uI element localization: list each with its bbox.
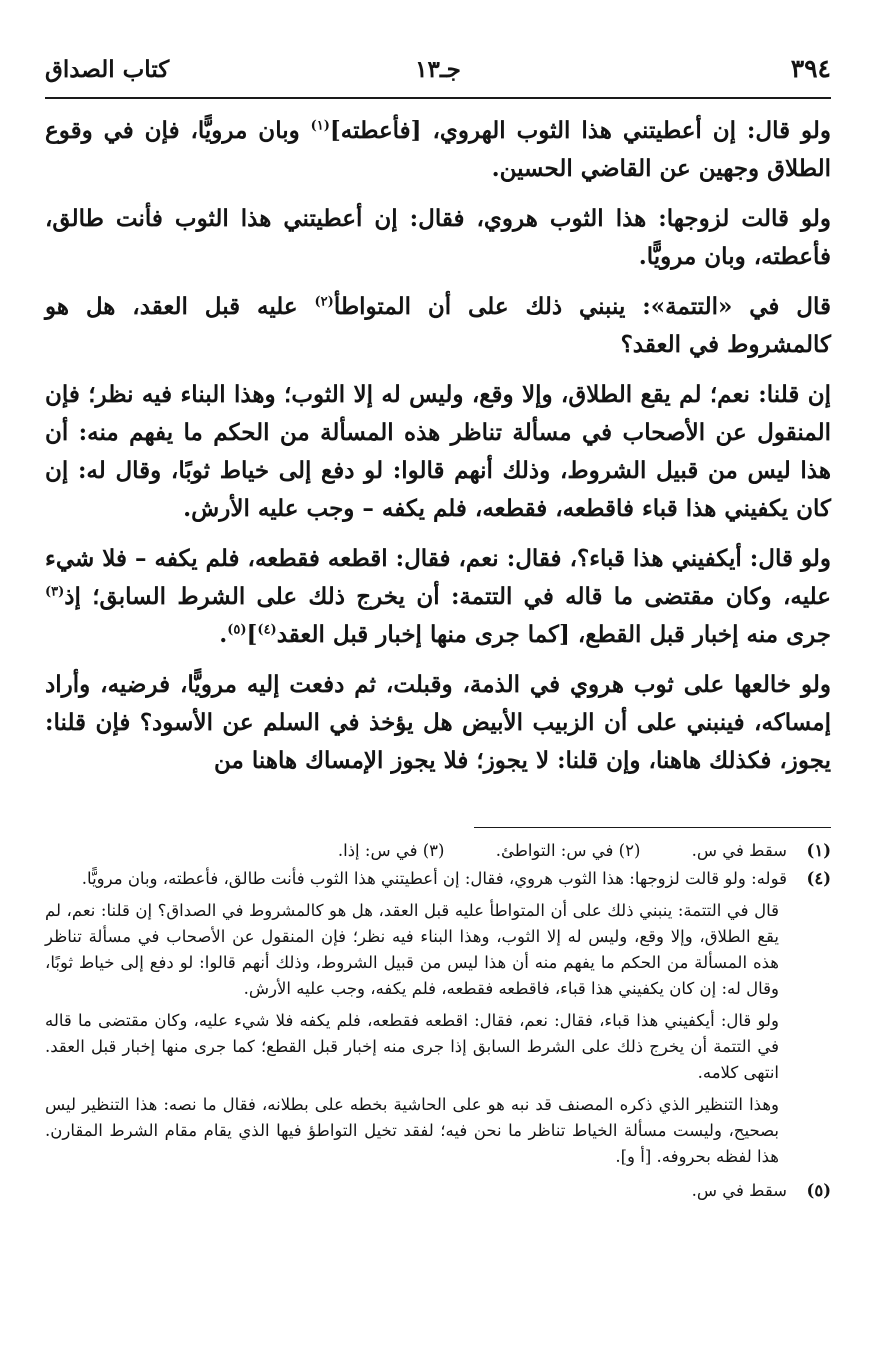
footnote-4-para-1: قوله: ولو قالت لزوجها: هذا الثوب هروي، فقال: إن أعطيتني هذا الثوب فأنت طالق، فأعطته، وبان مرويًّا.	[81, 869, 787, 888]
text-segment: ]	[246, 621, 258, 648]
footnote-ref-4[interactable]: (٤)	[257, 622, 277, 638]
footnote-5-body	[45, 1178, 787, 1204]
footnote-ref-2[interactable]: (٢)	[314, 294, 334, 310]
text-segment: .	[219, 621, 228, 648]
footnote-row-1	[45, 838, 831, 864]
paragraph-6: ولو خالعها على ثوب هروي في الذمة، وقبلت، ثم دفعت إليه مرويًّا، فرضيه، وأراد إمساكه، فينبني على أن الزبيب الأبيض هل يؤخذ في السلم عن الأسود؟ فإن قلنا: يجوز، فكذلك هاهنا، وإن قلنا: لا يجوز؛ فلا يجوز الإمساك هاهنا من	[45, 671, 831, 774]
page-number: ٣٩٤	[790, 54, 831, 83]
text-segment: قال في «التتمة»: ينبني ذلك على أن المتواطأ	[333, 293, 831, 320]
main-text	[45, 112, 831, 792]
text-segment: ولو قال: أيكفيني هذا قباء؟، فقال: نعم، فقال: اقطعه فقطعه، فلم يكفه – فلا شيء عليه، وكان مقتضى ما قاله في التتمة: أن يخرج ذلك على الشرط السابق؛ إذ	[45, 545, 831, 610]
footnote-text-2: في س: التواطئ.	[495, 841, 614, 860]
paragraph-2: ولو قالت لزوجها: هذا الثوب هروي، فقال: إن أعطيتني هذا الثوب فأنت طالق، فأعطته، وبان مرويًّا.	[45, 205, 831, 270]
footnote-row-body	[45, 838, 787, 864]
footnotes	[45, 838, 831, 1206]
footnote-text-1: سقط في س.	[691, 841, 787, 860]
text-segment: وبان مرويًّا، فإن في وقوع الطلاق وجهين عن القاضي الحسين.	[45, 117, 831, 182]
text-segment: جرى منه إخبار قبل القطع، [كما جرى منها إخبار قبل العقد	[276, 621, 831, 648]
footnote-number-1: (١)	[806, 841, 831, 860]
footnote-4-para-3: ولو قال: أيكفيني هذا قباء، فقال: نعم، فقال: اقطعه فقطعه، فلم يكفه فلا شيء عليه، وكان مقتضى ما قاله في التتمة أن يخرج ذلك على الشرط السابق إذا جرى منه إخبار قبل القطع؛ كما جرى منها إخبار قبل العقد. انتهى كلامه.	[45, 1011, 779, 1082]
paragraph-3	[45, 288, 831, 364]
footnote-4-body	[45, 866, 787, 1176]
footnote-number-5: (٥)	[806, 1181, 831, 1200]
paragraph-5	[45, 540, 831, 654]
footnote-4-para-4: وهذا التنظير الذي ذكره المصنف قد نبه هو على الحاشية بخطه على بطلانه، فقال ما نصه: هذا التنظير ليس بصحيح، وليست مسألة الخياط تناظر ما نحن فيه؛ لفقد تخيل التواطؤ فيها الذي يقام مقام الشرط المقارن. هذا لفظه بحروفه. [أ و].	[45, 1095, 779, 1166]
paragraph-1	[45, 112, 831, 188]
footnote-text-3: في س: إذا.	[337, 841, 418, 860]
footnote-separator	[474, 827, 831, 828]
book-title: كتاب الصداق	[45, 56, 170, 83]
paragraph-4: إن قلنا: نعم؛ لم يقع الطلاق، وإلا وقع، وليس له إلا الثوب؛ وهذا البناء فيه نظر؛ فإن المنقول عن الأصحاب في مسألة تناظر هذه المسألة من الحكم ما يفهم منه: أن هذا ليس من قبيل الشروط، وذلك أنهم قالوا: لو دفع إلى خياط ثوبًا، وقال له: إن كان يكفيني هذا قباء فاقطعه، فقطعه، فلم يكفه – وجب عليه الأرش.	[45, 381, 831, 522]
footnote-5	[45, 1178, 831, 1204]
footnote-number-3: (٣)	[422, 841, 445, 860]
page-header	[45, 44, 831, 102]
volume-number: جـ١٣	[415, 56, 461, 83]
footnote-number-4: (٤)	[806, 869, 831, 888]
footnote-number-2: (٢)	[618, 841, 641, 860]
text-segment: عليه قبل العقد، هل هو كالمشروط في العقد؟	[45, 293, 831, 358]
footnote-4	[45, 866, 831, 1176]
footnote-4-para-2: قال في التتمة: ينبني ذلك على أن المتواطأ عليه قبل العقد، هل هو كالمشروط في الصداق؟ إن قلنا: نعم، لم يقع الطلاق، وإلا وقع، وليس له إلا الثوب، وهذا البناء فيه نظر؛ فإن المنقول عن الأصحاب في مسألة تناظر هذه المسألة من الحكم ما يفهم منه أن هذا ليس من قبيل الشروط، وذلك أنهم قالوا: لو دفع إلى خياط ثوبًا، وقال له: إن كان يكفيني هذا قباء، فاقطعه فقطعه، فلم يكفه، وجب عليه الأرش.	[45, 901, 779, 998]
footnote-text-5: سقط في س.	[691, 1181, 787, 1200]
header-rule	[45, 97, 831, 99]
text-segment: ولو قال: إن أعطيتني هذا الثوب الهروي، [فأعطته]	[329, 117, 831, 144]
footnote-ref-3[interactable]: (٣)	[45, 584, 65, 600]
footnote-ref-5[interactable]: (٥)	[227, 622, 247, 638]
footnote-ref-1[interactable]: (١)	[310, 118, 330, 134]
